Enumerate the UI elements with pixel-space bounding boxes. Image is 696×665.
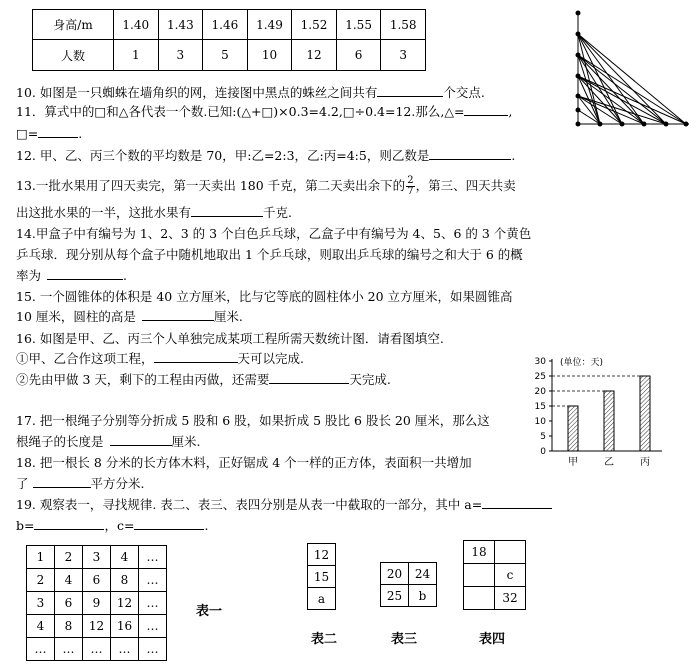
t2-cell: 15	[308, 566, 336, 588]
t1-cell: 4	[111, 546, 139, 569]
t1-cell: …	[55, 638, 83, 661]
web-dot	[576, 32, 581, 37]
question-18: 18. 把一根长 8 分米的长方体木料，正好锯成 4 个一样的正方体，表面积一共增加	[16, 455, 472, 470]
q16-part2-end: 天完成.	[349, 372, 391, 387]
t1-cell: 4	[55, 569, 83, 592]
t1-cell: 8	[55, 615, 83, 638]
t1-cell: 6	[55, 592, 83, 615]
q10-answer-blank[interactable]	[377, 96, 443, 97]
web-dot	[576, 122, 581, 127]
q16-part1-blank[interactable]	[154, 362, 238, 363]
q14-answer-blank[interactable]	[47, 279, 123, 280]
question-14-line3	[16, 268, 127, 284]
count-cell: 3	[158, 40, 203, 71]
t4-cell	[464, 564, 495, 587]
bar-2	[640, 376, 650, 451]
t1-cell: …	[139, 615, 167, 638]
q19-c-blank[interactable]	[134, 529, 204, 530]
t3-cell: 25	[381, 585, 409, 607]
q19-a-blank[interactable]	[482, 508, 552, 509]
fraction-numerator: 2	[407, 175, 414, 186]
height-cell: 1.58	[381, 10, 426, 40]
spider-web-figure	[570, 8, 692, 130]
table-three	[380, 562, 437, 607]
q19-period: .	[204, 518, 209, 533]
question-19-line2	[16, 518, 208, 534]
t1-cell: 1	[27, 546, 55, 569]
q16-part2-text: ②先由甲做 3 天，剩下的工程由丙做，还需要	[16, 372, 270, 387]
table-four-caption: 表四	[479, 632, 506, 647]
t1-cell: 4	[27, 615, 55, 638]
t1-cell: 6	[83, 569, 111, 592]
web-dot	[576, 11, 581, 16]
table-two-caption: 表二	[311, 632, 338, 647]
web-dot	[642, 122, 647, 127]
q12-period: .	[511, 148, 516, 163]
web-dot	[576, 108, 581, 113]
question-13	[16, 176, 516, 197]
height-cell: 1.55	[336, 10, 381, 40]
q10-text-end: 个交点.	[443, 85, 485, 100]
q13-text-2: ，第三、四天共卖	[415, 178, 516, 193]
web-dot	[576, 94, 581, 99]
q13-text: 13.一批水果用了四天卖完，第一天卖出 180 千克，第二天卖出余下的	[16, 178, 406, 193]
question-16-part1	[16, 351, 304, 367]
q13-fraction	[406, 176, 414, 197]
height-table	[32, 9, 426, 71]
t1-cell: 3	[83, 546, 111, 569]
q15-text-end: 厘米.	[213, 309, 243, 324]
t2-cell: 12	[308, 544, 336, 566]
y-tick-label: 30	[534, 357, 546, 367]
t1-cell: …	[139, 592, 167, 615]
question-14: 14.甲盒子中有编号为 1、2、3 的 3 个白色乒乓球，乙盒子中有编号为 4、5、6 的 3 个黄色	[16, 226, 532, 241]
count-cell: 3	[381, 40, 426, 71]
web-dot	[576, 74, 581, 79]
table-three-caption: 表三	[391, 632, 418, 647]
t1-cell: 12	[83, 615, 111, 638]
t1-cell: …	[139, 569, 167, 592]
x-category-label: 甲	[568, 457, 578, 468]
t1-cell: …	[27, 638, 55, 661]
question-13-line2	[16, 205, 292, 221]
bar-0	[568, 406, 578, 451]
t4-cell	[464, 587, 495, 610]
q19-c-label: ，c=	[104, 518, 135, 533]
chart-unit-label: (单位：天)	[560, 358, 604, 368]
q18-answer-blank[interactable]	[33, 487, 91, 488]
t1-cell: 16	[111, 615, 139, 638]
t1-cell: …	[139, 546, 167, 569]
q10-text: 10. 如图是一只蜘蛛在墙角织的网，连接图中黑点的蛛丝之间共有	[16, 85, 378, 100]
q11-square-label: □=	[16, 126, 39, 141]
t4-cell: 32	[495, 587, 526, 610]
t1-cell: 12	[111, 592, 139, 615]
web-dot	[598, 122, 603, 127]
t4-cell: 18	[464, 541, 495, 564]
t1-cell: 3	[27, 592, 55, 615]
question-12	[16, 148, 515, 164]
y-tick-label: 20	[534, 387, 546, 397]
question-16: 16. 如图是甲、乙、丙三个人单独完成某项工程所需天数统计图．请看图填空.	[16, 331, 444, 346]
t1-cell: 9	[83, 592, 111, 615]
t1-cell: 2	[27, 569, 55, 592]
table-one	[26, 545, 167, 661]
q14-period: .	[123, 268, 127, 283]
x-category-label: 乙	[604, 457, 614, 468]
question-11	[16, 104, 512, 120]
question-19	[16, 497, 552, 513]
t1-cell: …	[83, 638, 111, 661]
q17-text-2: 根绳子的长度是	[16, 434, 104, 449]
y-tick-label: 10	[534, 417, 546, 427]
count-cell: 6	[336, 40, 381, 71]
count-cell: 10	[247, 40, 292, 71]
count-cell: 1	[114, 40, 159, 71]
q11-comma: ,	[508, 104, 513, 119]
t1-cell: …	[111, 638, 139, 661]
t1-cell: 8	[111, 569, 139, 592]
height-cell: 1.40	[114, 10, 159, 40]
t1-cell: 2	[55, 546, 83, 569]
q19-b-label: b=	[16, 518, 35, 533]
height-cell: 1.46	[203, 10, 248, 40]
q16-part1-end: 天可以完成.	[237, 351, 304, 366]
web-dot	[684, 122, 689, 127]
q18-text-end: 平方分米.	[90, 476, 145, 491]
height-cell: 1.49	[247, 10, 292, 40]
question-16-part2	[16, 372, 391, 388]
question-15-line2	[16, 309, 243, 325]
q12-answer-blank[interactable]	[429, 159, 511, 160]
height-cell: 1.43	[158, 10, 203, 40]
question-11-line2	[16, 126, 82, 142]
question-17-line2	[16, 434, 201, 450]
q13-answer-blank[interactable]	[191, 216, 263, 217]
t4-cell: c	[495, 564, 526, 587]
height-cell: 1.52	[292, 10, 337, 40]
question-17: 17. 把一根绳子分别等分折成 5 股和 6 股，如果折成 5 股比 6 股长 20 厘米，那么这	[16, 413, 490, 428]
work-days-bar-chart	[522, 344, 672, 472]
fraction-denominator: 7	[407, 186, 414, 197]
height-header: 身高/m	[33, 10, 114, 40]
q19-b-blank[interactable]	[34, 529, 104, 530]
q14-text-3: 率为	[16, 268, 42, 283]
t3-cell: b	[409, 585, 437, 607]
q16-part1-text: ①甲、乙合作这项工程，	[16, 351, 154, 366]
web-dot	[576, 53, 581, 58]
y-tick-label: 15	[534, 402, 546, 412]
web-dot	[620, 122, 625, 127]
t4-cell	[495, 541, 526, 564]
count-label: 人数	[33, 40, 114, 71]
q16-part2-blank[interactable]	[269, 383, 349, 384]
table-one-caption: 表一	[196, 604, 223, 619]
y-tick-label: 5	[540, 432, 546, 442]
q15-answer-blank[interactable]	[142, 320, 214, 321]
y-tick-label: 0	[540, 447, 546, 457]
t1-cell: …	[139, 638, 167, 661]
q15-text-2: 10 厘米，圆柱的高是	[16, 309, 136, 324]
t3-cell: 20	[381, 563, 409, 585]
count-cell: 5	[203, 40, 248, 71]
q13-text-end: 千克.	[263, 205, 292, 220]
t2-cell: a	[308, 588, 336, 610]
q17-text-end: 厘米.	[171, 434, 201, 449]
question-15: 15. 一个圆锥体的体积是 40 立方厘米，比与它等底的圆柱体小 20 立方厘米，如果圆锥高	[16, 289, 513, 304]
table-two	[307, 543, 336, 610]
q11-period: .	[78, 126, 83, 141]
q17-answer-blank[interactable]	[110, 445, 172, 446]
q18-text-2: 了	[16, 476, 29, 491]
q19-text: 19. 观察表一，寻找规律. 表二、表三、表四分别是从表一中截取的一部分，其中 a=	[16, 497, 483, 512]
table-four	[463, 540, 526, 610]
t3-cell: 24	[409, 563, 437, 585]
web-dot	[664, 122, 669, 127]
y-tick-label: 25	[534, 372, 546, 382]
question-14-line2: 乒乓球．现分别从每个盒子中随机地取出 1 个乒乓球，则取出乒乓球的编号之和大于 6 的概	[16, 247, 523, 262]
question-18-line2	[16, 476, 145, 492]
x-category-label: 丙	[640, 457, 650, 468]
q13-text-3: 出这批水果的一半，这批水果有	[16, 205, 192, 220]
q11-triangle-blank[interactable]	[464, 115, 508, 116]
q11-square-blank[interactable]	[38, 137, 78, 138]
question-10	[16, 85, 485, 101]
q11-text: 11．算式中的□和△各代表一个数.已知:(△+□)×0.3=4.2,□÷0.4=12.那么,△=	[16, 104, 465, 119]
count-cell: 12	[292, 40, 337, 71]
q12-text: 12. 甲、乙、丙三个数的平均数是 70，甲:乙=2:3，乙:丙=4:5，则乙数是	[16, 148, 430, 163]
bar-1	[604, 391, 614, 451]
